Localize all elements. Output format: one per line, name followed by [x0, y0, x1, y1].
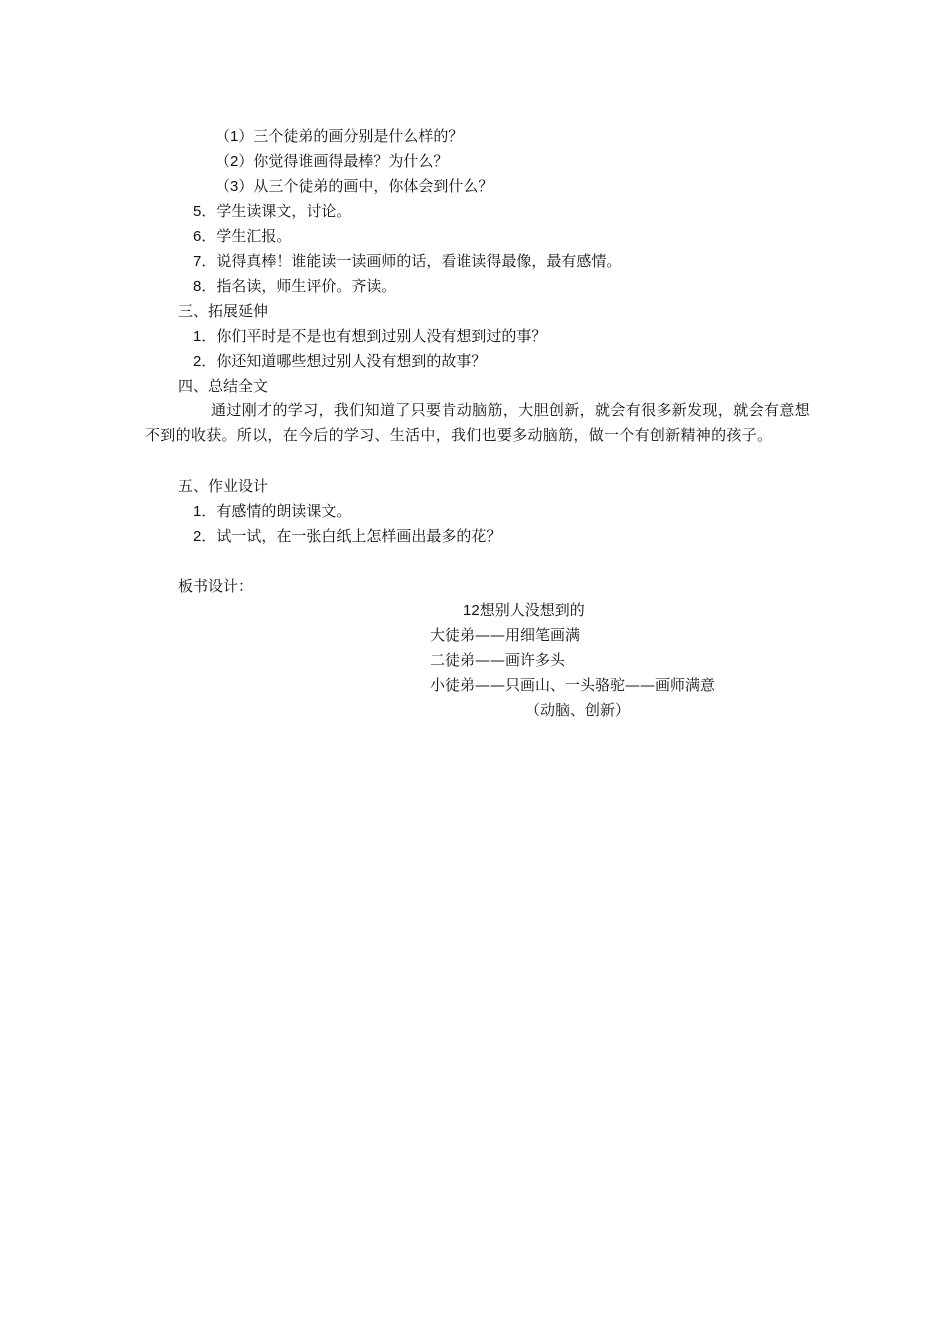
extension-item-1: [193, 326, 546, 347]
section-heading-summary: 四、总结全文: [178, 377, 269, 395]
item-text: 你还知道哪些想过别人没有想到的故事？: [216, 352, 487, 370]
step-number: 7．: [193, 253, 217, 270]
item-text: 试一试，在一张白纸上怎样画出最多的花？: [216, 527, 502, 545]
board-line-2: 二徒弟——画许多头: [430, 651, 566, 669]
step-number: 6．: [193, 228, 217, 245]
board-line-3: 小徒弟——只画山、一头骆驼——画师满意: [430, 676, 716, 694]
item-number: 2．: [193, 528, 217, 545]
board-design-label: 板书设计：: [178, 577, 254, 595]
question-text: 你觉得谁画得最棒？为什么？: [253, 152, 449, 170]
question-text: 三个徒弟的画分别是什么样的？: [253, 127, 464, 145]
extension-item-2: [193, 351, 486, 372]
item-text: 有感情的朗读课文。: [216, 502, 352, 520]
board-title-text: 想别人没想到的: [479, 601, 585, 619]
item-number: 2．: [193, 353, 217, 370]
board-note: （动脑、创新）: [525, 701, 631, 719]
homework-item-2: [193, 526, 501, 547]
section-heading-homework: 五、作业设计: [178, 477, 269, 495]
step-number: 8．: [193, 278, 217, 295]
item-text: 你们平时是不是也有想到过别人没有想到过的事？: [216, 327, 547, 345]
board-title: [463, 600, 585, 621]
section-heading-extension: 三、拓展延伸: [178, 302, 269, 320]
step-5: [193, 201, 351, 222]
board-line-1: 大徒弟——用细笔画满: [430, 626, 581, 644]
step-8: [193, 276, 396, 297]
question-2: [215, 151, 448, 172]
step-6: [193, 226, 291, 247]
step-number: 5．: [193, 203, 217, 220]
step-text: 学生读课文，讨论。: [216, 202, 352, 220]
summary-paragraph: 通过刚才的学习，我们知道了只要肯动脑筋，大胆创新，就会有很多新发现，就会有意想不到的收获。所以，在今后的学习、生活中，我们也要多动脑筋，做一个有创新精神的孩子。: [145, 401, 810, 444]
item-number: 1．: [193, 328, 217, 345]
question-number: （2）: [215, 153, 254, 170]
question-1: [215, 126, 463, 147]
question-number: （3）: [215, 178, 254, 195]
question-3: [215, 176, 493, 197]
board-title-number: 12: [463, 602, 480, 619]
step-text: 学生汇报。: [216, 227, 292, 245]
step-text: 指名读，师生评价。齐读。: [216, 277, 397, 295]
item-number: 1．: [193, 503, 217, 520]
question-text: 从三个徒弟的画中，你体会到什么？: [253, 177, 494, 195]
step-7: [193, 251, 621, 272]
question-number: （1）: [215, 128, 254, 145]
homework-item-1: [193, 501, 351, 522]
step-text: 说得真棒！谁能读一读画师的话，看谁读得最像，最有感情。: [216, 252, 622, 270]
